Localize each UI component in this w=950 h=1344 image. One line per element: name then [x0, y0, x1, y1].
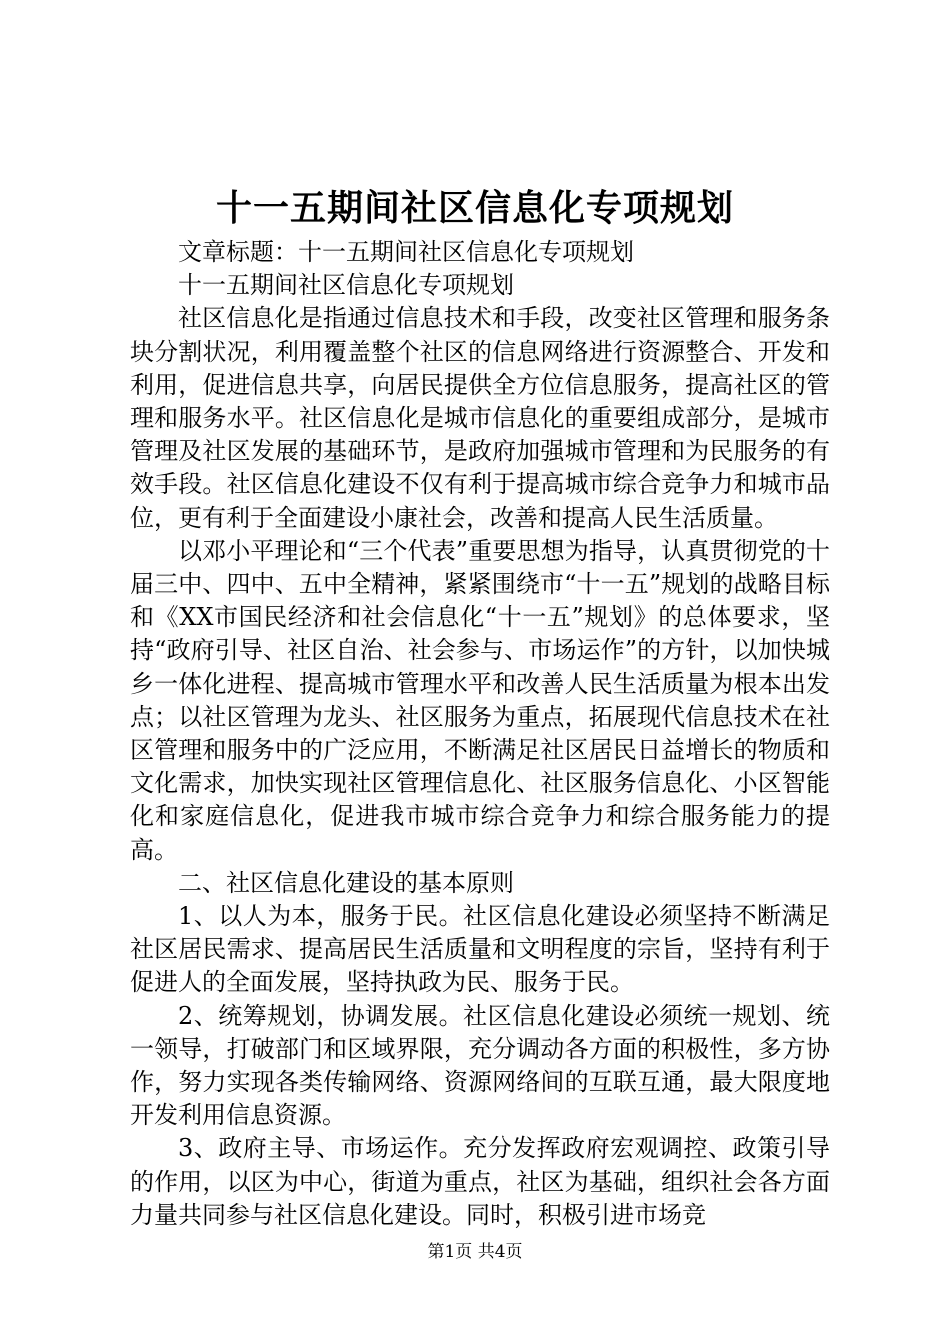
page-number-footer: 第1页 共4页	[427, 1242, 523, 1262]
paragraph-principle-2: 2、统筹规划，协调发展。社区信息化建设必须统一规划、统一领导，打破部门和区域界限，充分调动各方面的积极性，多方协作，努力实现各类传输网络、资源网络间的互联互通，最大限度地开发利用信息资源。	[130, 1001, 830, 1130]
paragraph-subtitle: 十一五期间社区信息化专项规划	[178, 271, 514, 300]
document-body	[130, 236, 830, 1232]
paragraph-principle-3: 3、政府主导、市场运作。充分发挥政府宏观调控、政策引导的作用，以区为中心，街道为重点，社区为基础，组织社会各方面力量共同参与社区信息化建设。同时，积极引进市场竞	[130, 1134, 830, 1229]
paragraph-intro: 社区信息化是指通过信息技术和手段，改变社区管理和服务条块分割状况，利用覆盖整个社区的信息网络进行资源整合、开发和利用，促进信息共享，向居民提供全方位信息服务，提高社区的管理和服务水平。社区信息化是城市信息化的重要组成部分，是城市管理及社区发展的基础环节，是政府加强城市管理和为民服务的有效手段。社区信息化建设不仅有利于提高城市综合竞争力和城市品位，更有利于全面建设小康社会，改善和提高人民生活质量。	[130, 304, 830, 532]
paragraph-article-title: 文章标题：十一五期间社区信息化专项规划	[178, 238, 634, 266]
paragraph-principle-1: 1、以人为本，服务于民。社区信息化建设必须坚持不断满足社区居民需求、提高居民生活质量和文明程度的宗旨，坚持有利于促进人的全面发展，坚持执政为民、服务于民。	[130, 902, 830, 997]
document-title: 十一五期间社区信息化专项规划	[215, 187, 734, 229]
section-heading-principles: 二、社区信息化建设的基本原则	[178, 868, 514, 897]
paragraph-guiding-thought: 以邓小平理论和“三个代表”重要思想为指导，认真贯彻党的十届三中、四中、五中全精神，紧紧围绕市“十一五”规划的战略目标和《XX市国民经济和社会信息化“十一五”规划》的总体要求，坚持“政府引导、社区自治、社会参与、市场运作”的方针，以加快城乡一体化进程、提高城市管理水平和改善人民生活质量为根本出发点；以社区管理为龙头、社区服务为重点，拓展现代信息技术在社区管理和服务中的广泛应用，不断满足社区居民日益增长的物质和文化需求，加快实现社区管理信息化、社区服务信息化、小区智能化和家庭信息化，促进我市城市综合竞争力和综合服务能力的提高。	[130, 536, 830, 864]
